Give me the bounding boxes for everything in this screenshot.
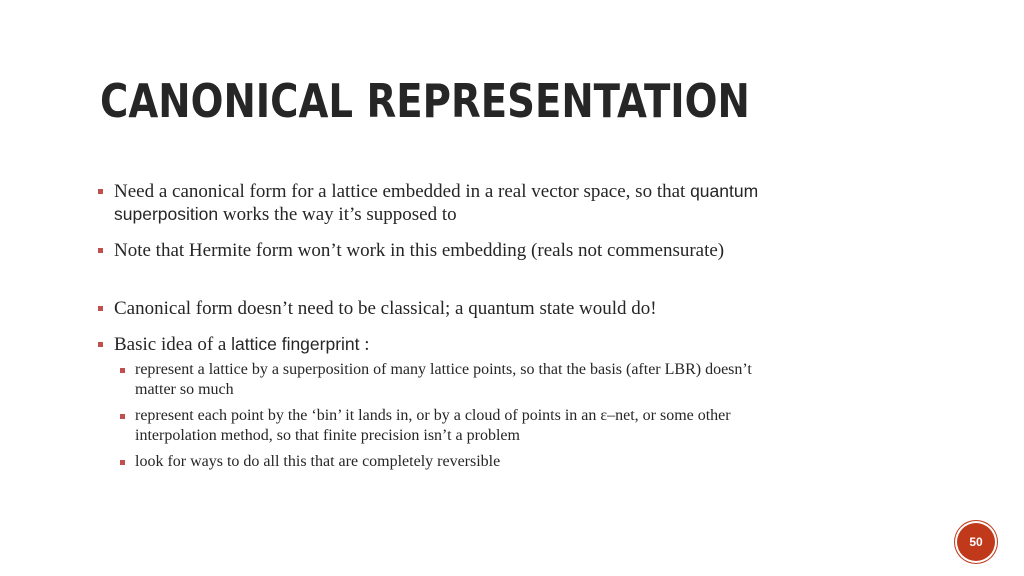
highlight-lattice-fingerprint: lattice fingerprint	[231, 334, 360, 354]
sub-bullet-text: look for ways to do all this that are completely reversible	[135, 453, 501, 470]
bullet-text-cont: works the way it’s supposed to	[218, 204, 457, 225]
sub-bullet-text: represent each point by the ‘bin’ it lands in, or by a cloud of points in an ε–net, or some other	[135, 407, 731, 424]
bullet-text: Canonical form doesn’t need to be classical; a quantum state would do!	[114, 298, 657, 319]
sub-bullet-text-cont: interpolation method, so that finite precision isn’t a problem	[135, 427, 520, 444]
bullet-quantum-state	[98, 297, 928, 320]
bullet-text: Need a canonical form for a lattice embedded in a real vector space, so that	[114, 181, 691, 202]
page-number-badge	[957, 523, 995, 561]
sub-bullet-marker	[120, 414, 125, 419]
highlight-quantum: quantum	[690, 181, 759, 201]
sub-bullet-marker	[120, 460, 125, 465]
bullet-lattice-fingerprint	[98, 333, 928, 356]
bullet-canonical-form	[98, 180, 928, 226]
sub-bullet-marker	[120, 368, 125, 373]
bullet-marker	[98, 306, 103, 311]
bullet-marker	[98, 189, 103, 194]
sub-bullet-bin	[113, 406, 928, 446]
sub-bullet-superposition	[113, 360, 928, 400]
sub-bullet-text-cont: matter so much	[135, 381, 234, 398]
highlight-superposition: superposition	[114, 204, 219, 224]
sub-bullet-reversible	[113, 452, 928, 472]
slide-title: CANONICAL REPRESENTATION	[100, 74, 750, 128]
bullet-text: Note that Hermite form won’t work in this embedding (reals not commensurate)	[114, 240, 725, 261]
bullet-text-cont: :	[359, 334, 370, 355]
bullet-marker	[98, 342, 103, 347]
slide-content	[98, 180, 928, 472]
bullet-marker	[98, 248, 103, 253]
sub-bullet-text: represent a lattice by a superposition of many lattice points, so that the basis (after LBR) doesn’t	[135, 361, 752, 378]
bullet-hermite-form	[98, 239, 928, 262]
page-number: 50	[969, 535, 983, 549]
bullet-text: Basic idea of a	[114, 334, 232, 355]
